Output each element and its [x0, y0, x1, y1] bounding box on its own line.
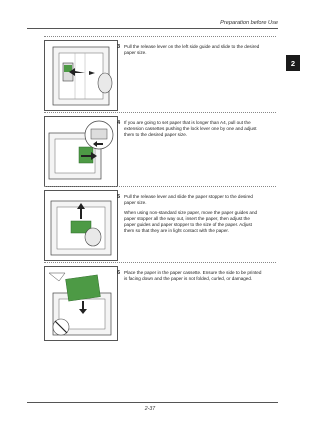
- step-5-illustration: [44, 190, 121, 261]
- step-text: Place the paper in the paper cassette. Ensure the side to be printed is facing down and the paper is not folded, curled, or damaged.: [124, 270, 262, 282]
- step-text: Pull the release lever on the left side guide and slide to the desired paper size.: [124, 44, 260, 56]
- step-6-illustration: [44, 266, 121, 341]
- step-text: Pull the release lever and slide the paper stopper to the desired paper size.: [124, 194, 253, 206]
- step-note: When using non-standard size paper, move the paper guides and paper stopper all the way out, insert the paper, then adjust the paper guides and paper stopper to the size of the paper. Adjust them so that they are in light contact with the paper.: [124, 210, 258, 234]
- step-3: [117, 44, 262, 56]
- step-number: 4: [117, 120, 121, 126]
- extension-cassette-illustration: [45, 117, 117, 186]
- step-separator: [44, 36, 276, 37]
- step-separator: [44, 186, 276, 187]
- load-paper-illustration: [45, 267, 117, 340]
- step-5: [117, 194, 262, 235]
- step-separator: [44, 262, 276, 263]
- step-4: [117, 120, 262, 138]
- step-6: [117, 270, 262, 282]
- footer-rule: [27, 402, 278, 403]
- step-number: 5: [117, 194, 121, 200]
- step-text: If you are going to set paper that is longer than A4, pull out the extension cassettes pushing the lock lever one by one and adjust them to the desired paper size.: [124, 120, 257, 138]
- page-number: 2-37: [144, 406, 156, 412]
- step-4-illustration: [44, 116, 121, 187]
- step-3-illustration: [44, 40, 121, 111]
- header-rule: [27, 28, 278, 29]
- step-number: 6: [117, 270, 121, 276]
- cassette-side-guide-illustration: [45, 41, 117, 110]
- chapter-tab: 2: [286, 55, 300, 71]
- running-header: Preparation before Use: [220, 20, 278, 26]
- step-number: 3: [117, 44, 121, 50]
- step-separator: [44, 112, 276, 113]
- paper-stopper-illustration: [45, 191, 117, 260]
